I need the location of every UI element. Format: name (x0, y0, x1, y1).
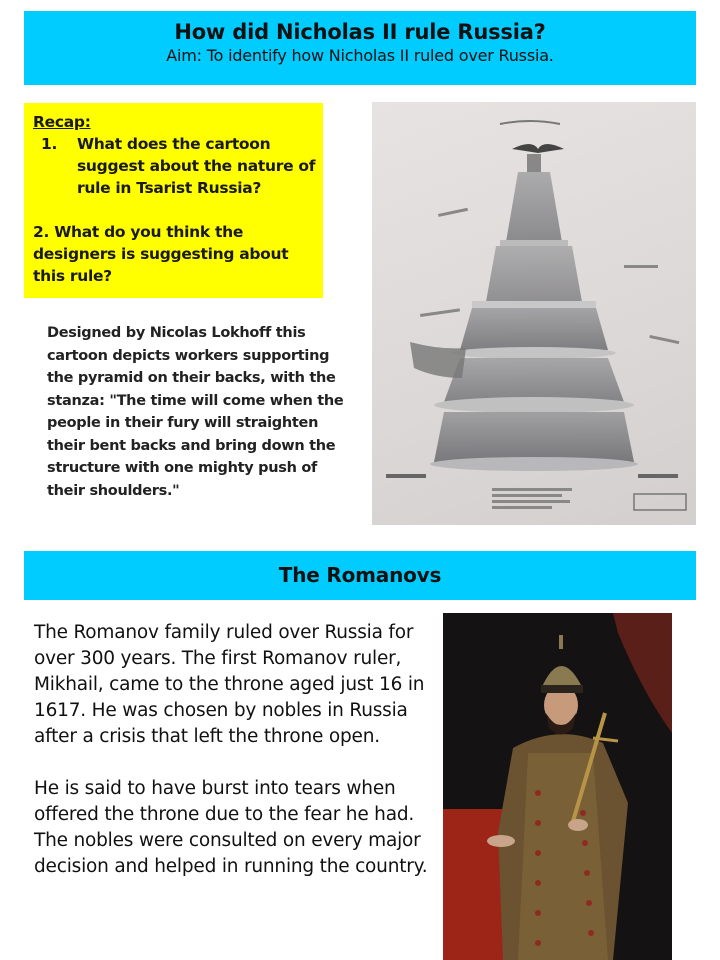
tsar-mikhail-portrait (443, 613, 672, 960)
romanovs-text (34, 620, 434, 880)
pyramid-cartoon-image (372, 102, 696, 525)
page-title: How did Nicholas II rule Russia? (174, 20, 546, 44)
romanovs-banner (24, 551, 696, 600)
romanovs-paragraph-1: The Romanov family ruled over Russia for over 300 years. The first Romanov ruler, Mikhail, came to the throne aged just 16 in 1617. He was chosen by nobles in Russia after a crisis that left the throne open. (34, 622, 425, 747)
title-banner (24, 11, 696, 85)
question-text: What do you think the designers is suggesting about this rule? (33, 223, 289, 285)
recap-question-1 (33, 133, 317, 199)
cartoon-caption: Designed by Nicolas Lokhoff this cartoon depicts workers supporting the pyramid on their backs, with the stanza: "The time will come when the people in their fury will straighten their bent backs and bring down the structure with one mighty push of their shoulders." (47, 325, 344, 499)
question-number: 1. (41, 135, 58, 153)
question-text: What does the cartoon suggest about the nature of rule in Tsarist Russia? (77, 135, 316, 197)
romanovs-paragraph-2: He is said to have burst into tears when offered the throne due to the fear he had. The nobles were consulted on every major decision and helped in running the country. (34, 778, 428, 877)
pyramid-cartoon-icon (372, 102, 696, 525)
recap-box (24, 103, 323, 298)
recap-heading: Recap: (33, 113, 91, 131)
recap-question-2 (33, 221, 317, 287)
lesson-aim: Aim: To identify how Nicholas II ruled over Russia. (166, 46, 554, 65)
tsar-portrait-icon (443, 613, 672, 960)
section-title: The Romanovs (278, 563, 442, 587)
question-number: 2. (33, 223, 50, 241)
